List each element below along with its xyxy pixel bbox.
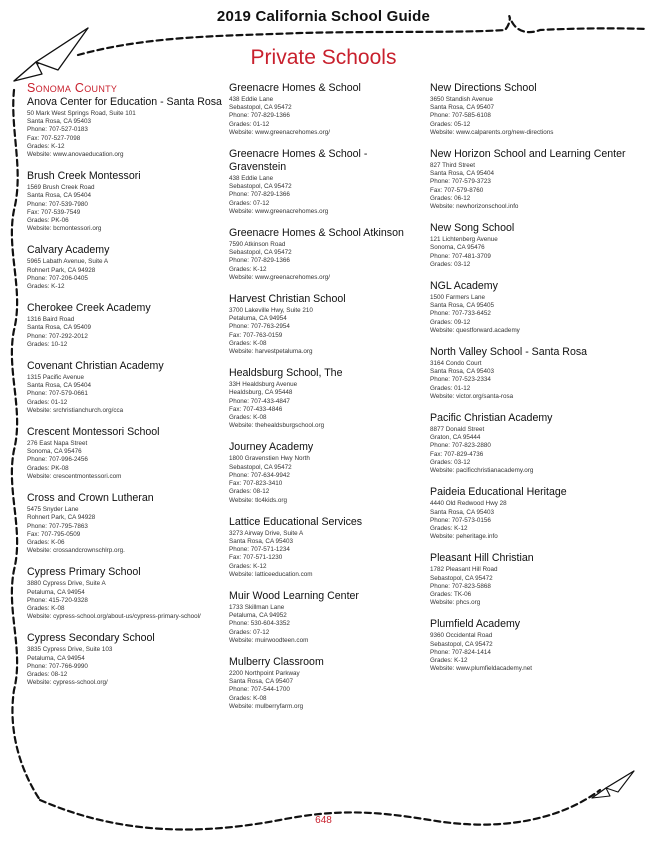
- school-name: New Song School: [430, 222, 515, 235]
- school-detail: Phone: 707-571-1234: [229, 546, 290, 554]
- school-detail: Santa Rosa, CA 95405: [430, 302, 495, 310]
- school-detail: Phone: 707-579-3723: [430, 178, 491, 186]
- school-detail: Grades: K-06: [27, 538, 65, 546]
- school-detail: Grades: 08-12: [229, 488, 270, 496]
- school-name: North Valley School - Santa Rosa: [430, 346, 588, 359]
- school-detail: Phone: 707-206-0405: [27, 274, 88, 282]
- school-detail: Grades: 10-12: [27, 340, 68, 348]
- school-detail: Phone: 707-829-1366: [229, 257, 290, 265]
- school-detail: Phone: 707-433-4847: [229, 397, 290, 405]
- school-detail: Grades: K-08: [27, 604, 65, 612]
- school-website[interactable]: Website: bcmontessori.org: [27, 225, 102, 233]
- school-name: Greenacre Homes & School: [229, 82, 361, 94]
- school-detail: Fax: 707-571-1230: [229, 554, 283, 562]
- school-detail: Fax: 707-539-7549: [27, 208, 81, 216]
- school-detail: Phone: 707-829-1366: [229, 191, 290, 199]
- school-entry: [430, 486, 635, 541]
- school-entry: [229, 590, 427, 645]
- school-detail: Grades: PK-06: [27, 217, 69, 225]
- school-entry: [27, 360, 223, 415]
- school-name: Brush Creek Montessori: [27, 170, 141, 183]
- school-website[interactable]: Website: harvestpetaluma.org: [229, 348, 313, 356]
- school-detail: Phone: 707-539-7980: [27, 200, 88, 208]
- school-website[interactable]: Website: www.anovaeducation.org: [27, 151, 124, 159]
- school-detail: Phone: 415-720-9328: [27, 596, 88, 604]
- school-website[interactable]: Website: crossandcrownschlrp.org.: [27, 547, 125, 555]
- school-detail: Grades: 06-12: [430, 194, 471, 202]
- school-detail: Grades: K-08: [229, 694, 267, 702]
- school-entry: [430, 148, 635, 211]
- school-website[interactable]: Website: pacificchristianacademy.org: [430, 467, 534, 475]
- school-website[interactable]: Website: www.plumfieldacademy.net: [430, 665, 532, 673]
- school-detail: Phone: 707-766-9990: [27, 662, 88, 670]
- school-entry: [27, 426, 223, 481]
- school-detail: Phone: 707-634-9942: [229, 471, 290, 479]
- school-name: Covenant Christian Academy: [27, 360, 164, 373]
- school-detail: Petaluma, CA 94954: [229, 315, 287, 323]
- school-name: NGL Academy: [430, 280, 498, 293]
- school-detail: Fax: 707-527-7098: [27, 134, 81, 142]
- guide-title: 2019 California School Guide: [216, 8, 431, 25]
- school-detail: Santa Rosa, CA 95404: [27, 382, 92, 390]
- school-name: Pacific Christian Academy: [430, 412, 553, 425]
- school-detail: Santa Rosa, CA 95403: [430, 368, 495, 376]
- school-name: Cross and Crown Lutheran: [27, 492, 154, 505]
- school-detail: Sebastopol, CA 95472: [229, 249, 292, 257]
- school-detail: Sonoma, CA 95476: [27, 448, 82, 456]
- school-detail: Grades: 01-12: [430, 384, 471, 392]
- school-entry: [430, 552, 635, 607]
- school-detail: Phone: 707-795-7863: [27, 522, 88, 530]
- school-name: Anova Center for Education - Santa Rosa: [27, 96, 222, 108]
- school-detail: 1569 Brush Creek Road: [27, 184, 95, 192]
- school-entry: [27, 302, 223, 349]
- school-name: Muir Wood Learning Center: [229, 589, 359, 602]
- school-detail: Phone: 707-544-1700: [229, 686, 290, 694]
- school-detail: Santa Rosa, CA 95404: [27, 192, 92, 200]
- school-detail: Petaluma, CA 94952: [229, 612, 287, 620]
- school-detail: 4440 Old Redwood Hwy 28: [430, 500, 507, 508]
- school-detail: Grades: 01-12: [229, 120, 270, 128]
- school-detail: 1733 Skillman Lane: [229, 603, 285, 611]
- school-detail: 5965 Labath Avenue, Suite A: [27, 258, 109, 266]
- school-detail: Santa Rosa, CA 95403: [430, 508, 495, 516]
- school-detail: Grades: K-12: [27, 142, 65, 150]
- school-detail: 827 Third Street: [430, 162, 476, 170]
- school-detail: Grades: 07-12: [229, 199, 270, 207]
- school-website[interactable]: Website: questforward.academy: [430, 326, 520, 334]
- school-name: Lattice Educational Services: [229, 515, 363, 528]
- school-detail: Grades: K-12: [430, 524, 468, 532]
- school-name: Greenacre Homes & School Atkinson: [229, 227, 404, 240]
- school-detail: Grades: 07-12: [229, 628, 270, 636]
- school-entry: [430, 618, 635, 673]
- school-website[interactable]: Website: crescentmontessori.com: [27, 472, 122, 480]
- school-detail: Fax: 707-433-4846: [229, 405, 283, 413]
- school-detail: Phone: 530-604-3352: [229, 620, 290, 628]
- school-detail: 7590 Atkinson Road: [229, 241, 286, 249]
- school-detail: 8877 Donald Street: [430, 426, 485, 434]
- school-detail: Grades: 01-12: [27, 398, 68, 406]
- school-website[interactable]: Website: mulberryfarm.org: [229, 702, 304, 710]
- school-detail: Grades: TK-06: [430, 590, 472, 598]
- school-detail: Phone: 707-523-2334: [430, 376, 491, 384]
- school-detail: Fax: 707-795-0509: [27, 530, 81, 538]
- school-detail: 3650 Standish Avenue: [430, 96, 493, 103]
- school-website[interactable]: Website: cypress-school.org/about-us/cypress-primary-school/: [27, 613, 201, 621]
- school-website[interactable]: Website: phcs.org: [430, 599, 481, 607]
- school-detail: 3835 Cypress Drive, Suite 103: [27, 646, 113, 654]
- school-detail: Grades: 03-12: [430, 260, 471, 268]
- school-website[interactable]: Website: peheritage.info: [430, 533, 498, 541]
- school-name: Crescent Montessori School: [27, 426, 160, 439]
- school-name: Cherokee Creek Academy: [27, 302, 151, 315]
- school-column-2: [229, 82, 427, 722]
- school-detail: Petaluma, CA 94954: [27, 654, 85, 662]
- school-entry: [27, 170, 223, 233]
- school-detail: Petaluma, CA 94954: [27, 588, 85, 596]
- school-detail: 1500 Farmers Lane: [430, 294, 485, 302]
- school-detail: Grades: PK-08: [27, 464, 69, 472]
- school-detail: 3880 Cypress Drive, Suite A: [27, 580, 106, 588]
- school-website[interactable]: Website: thehealdsburgschool.org: [229, 422, 325, 430]
- school-detail: 121 Lichtenberg Avenue: [430, 236, 498, 244]
- school-name: New Directions School: [430, 82, 537, 94]
- school-detail: Fax: 707-823-3410: [229, 480, 283, 488]
- school-detail: Grades: K-12: [229, 265, 267, 273]
- school-detail: 3273 Airway Drive, Suite A: [229, 529, 304, 537]
- school-entry: [27, 244, 223, 291]
- school-detail: Sebastopol, CA 95472: [430, 640, 493, 648]
- school-name: Journey Academy: [229, 441, 314, 454]
- school-detail: Phone: 707-824-1414: [430, 648, 491, 656]
- school-detail: Grades: 09-12: [430, 318, 471, 326]
- school-detail: Sebastopol, CA 95472: [229, 463, 292, 471]
- county-heading: Sonoma County: [27, 81, 118, 95]
- school-detail: Grades: 08-12: [27, 670, 68, 678]
- school-detail: Grades: K-08: [229, 339, 267, 347]
- school-detail: 2200 Northpoint Parkway: [229, 669, 300, 677]
- school-detail: Fax: 707-579-8760: [430, 186, 484, 194]
- school-entry: [430, 412, 635, 475]
- school-website[interactable]: Website: tlc4kids.org: [229, 496, 287, 504]
- school-name: Pleasant Hill Christian: [430, 552, 534, 565]
- school-detail: Rohnert Park, CA 94928: [27, 266, 96, 274]
- page-number: 648: [315, 815, 332, 826]
- school-detail: Santa Rosa, CA 95407: [229, 678, 294, 686]
- school-detail: 438 Eddie Lane: [229, 175, 274, 183]
- school-detail: 50 Mark West Springs Road, Suite 101: [27, 110, 136, 117]
- school-detail: 438 Eddie Lane: [229, 96, 274, 103]
- school-website[interactable]: Website: victor.org/santa-rosa: [430, 392, 514, 400]
- school-entry: [229, 82, 427, 137]
- school-entry: [27, 96, 223, 159]
- school-website[interactable]: Website: www.greenacrehomes.org: [229, 207, 329, 215]
- school-entry: [229, 367, 427, 430]
- school-detail: Phone: 707-573-0156: [430, 516, 491, 524]
- school-detail: Santa Rosa, CA 95404: [430, 170, 495, 178]
- school-detail: Rohnert Park, CA 94928: [27, 514, 96, 522]
- school-detail: Grades: K-08: [229, 414, 267, 422]
- school-entry: [27, 492, 223, 555]
- school-website[interactable]: Website: latticeeducation.com: [229, 570, 313, 578]
- school-detail: Santa Rosa, CA 95403: [27, 118, 92, 126]
- school-detail: 1800 Gravenstien Hwy North: [229, 455, 310, 463]
- school-detail: Grades: 03-12: [430, 458, 471, 466]
- school-entry: [229, 441, 427, 504]
- school-detail: Phone: 707-829-1366: [229, 112, 290, 120]
- school-detail: Phone: 707-585-6108: [430, 112, 491, 120]
- school-detail: Santa Rosa, CA 95407: [430, 104, 495, 112]
- school-detail: 33H Healdsburg Avenue: [229, 381, 298, 389]
- school-detail: Santa Rosa, CA 95409: [27, 324, 92, 332]
- school-detail: Sebastopol, CA 95472: [229, 104, 292, 112]
- school-detail: 9360 Occidental Road: [430, 632, 493, 640]
- school-detail: Phone: 707-579-0661: [27, 390, 88, 398]
- school-website[interactable]: Website: www.greenacrehomes.org/: [229, 273, 331, 281]
- school-name: Harvest Christian School: [229, 293, 346, 306]
- school-detail: Sonoma, CA 95476: [430, 244, 485, 252]
- school-detail: 1782 Pleasant Hill Road: [430, 566, 498, 574]
- school-detail: Phone: 707-823-2880: [430, 442, 491, 450]
- school-entry: [229, 227, 427, 282]
- school-entry: [229, 656, 427, 711]
- school-detail: Grades: 05-12: [430, 120, 471, 128]
- school-detail: Fax: 707-829-4736: [430, 450, 484, 458]
- school-name: Paideia Educational Heritage: [430, 486, 567, 499]
- school-detail: 276 East Napa Street: [27, 440, 88, 448]
- school-entry: [430, 280, 635, 335]
- school-name: Greenacre Homes & School - Gravenstein: [229, 148, 368, 174]
- school-detail: 1315 Pacific Avenue: [27, 374, 84, 382]
- school-detail: Healdsburg, CA 95448: [229, 389, 293, 397]
- school-name: Plumfield Academy: [430, 618, 521, 631]
- school-name: Cypress Secondary School: [27, 632, 155, 645]
- school-detail: Grades: K-12: [229, 562, 267, 570]
- section-title: Private Schools: [250, 46, 397, 69]
- school-name: Mulberry Classroom: [229, 655, 324, 668]
- school-entry: [430, 82, 635, 137]
- school-column-1: [27, 82, 223, 698]
- school-detail: Santa Rosa, CA 95403: [229, 537, 294, 545]
- school-website[interactable]: Website: www.calparents.org/new-directions: [430, 128, 554, 136]
- school-name: New Horizon School and Learning Center: [430, 148, 626, 161]
- school-detail: 5475 Snyder Lane: [27, 506, 79, 514]
- school-entry: [27, 632, 223, 687]
- school-name: Cypress Primary School: [27, 566, 141, 579]
- school-website[interactable]: Website: srchristianchurch.org/cca: [27, 406, 124, 414]
- school-website[interactable]: Website: muirwoodteen.com: [229, 636, 309, 644]
- school-entry: [430, 346, 635, 401]
- school-detail: Sebastopol, CA 95472: [229, 183, 292, 191]
- school-entry: [229, 293, 427, 356]
- school-detail: Phone: 707-292-2012: [27, 332, 88, 340]
- school-detail: Phone: 707-823-5868: [430, 582, 491, 590]
- school-website[interactable]: Website: newhorizonschool.info: [430, 203, 519, 211]
- school-detail: Grades: K-12: [27, 283, 65, 291]
- school-name: Calvary Academy: [27, 244, 110, 257]
- school-detail: Phone: 707-733-6452: [430, 310, 491, 318]
- school-detail: Graton, CA 95444: [430, 434, 481, 442]
- paper-plane-icon: [590, 768, 636, 802]
- school-detail: 1316 Baird Road: [27, 316, 75, 324]
- school-entry: [27, 566, 223, 621]
- school-detail: 3164 Condo Court: [430, 360, 482, 368]
- school-detail: Fax: 707-763-0159: [229, 331, 283, 339]
- school-detail: 3700 Lakeville Hwy, Suite 210: [229, 307, 313, 315]
- school-website[interactable]: Website: www.greenacrehomes.org/: [229, 128, 331, 136]
- school-entry: [229, 516, 427, 579]
- school-detail: Grades: K-12: [430, 656, 468, 664]
- school-entry: [430, 222, 635, 269]
- school-detail: Phone: 707-763-2954: [229, 323, 290, 331]
- school-name: Healdsburg School, The: [229, 367, 343, 380]
- school-detail: Sebastopol, CA 95472: [430, 574, 493, 582]
- school-website[interactable]: Website: cypress-school.org/: [27, 679, 108, 687]
- school-detail: Phone: 707-481-3709: [430, 252, 491, 260]
- school-detail: Phone: 707-996-2456: [27, 456, 88, 464]
- school-column-3: [430, 82, 635, 684]
- school-entry: [229, 148, 427, 216]
- school-detail: Phone: 707-527-0183: [27, 126, 88, 134]
